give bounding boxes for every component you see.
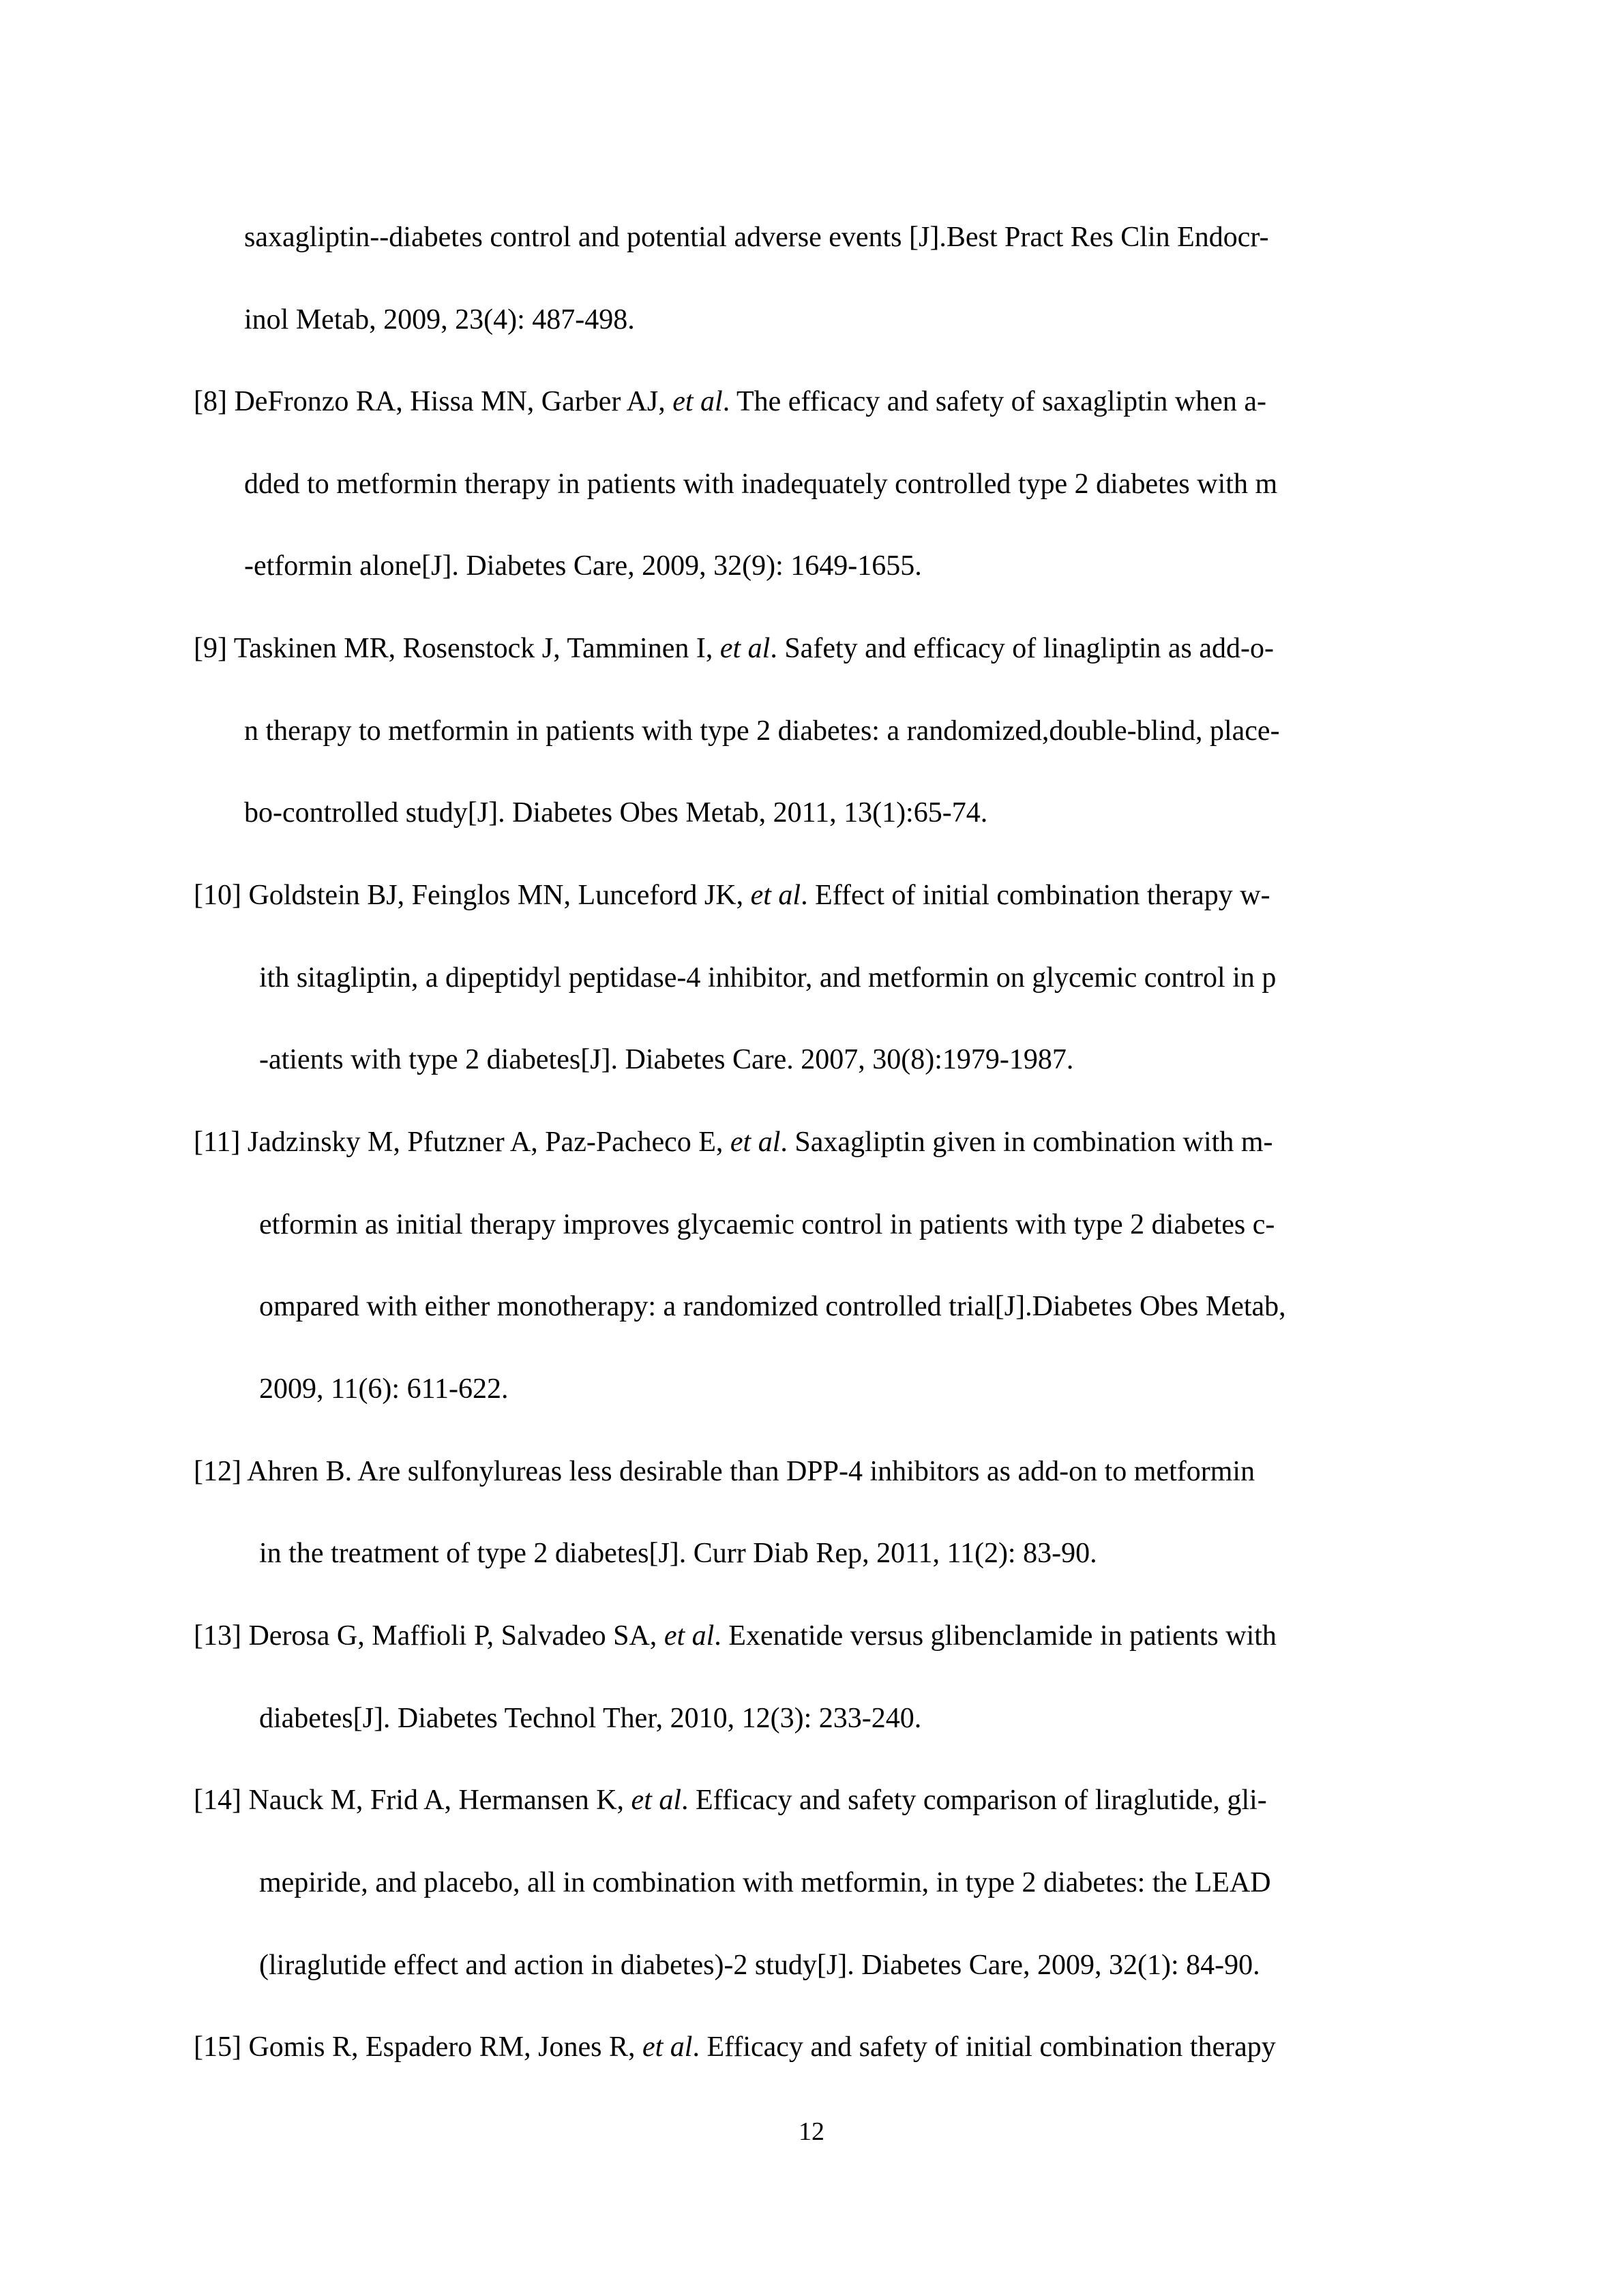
reference-text: . Exenatide versus glibenclamide in patients with <box>714 1620 1277 1652</box>
et-al-italic: et al <box>664 1620 715 1652</box>
reference-text: n therapy to metformin in patients with type 2 diabetes: a randomized,double-blind, place- <box>244 715 1280 747</box>
et-al-italic: et al <box>750 880 801 911</box>
reference-text: mepiride, and placebo, all in combination with metformin, in type 2 diabetes: the LEAD <box>259 1867 1271 1898</box>
reference-line <box>194 1783 1267 1818</box>
et-al-italic: et al <box>719 633 771 664</box>
reference-text: diabetes[J]. Diabetes Technol Ther, 2010, 12(3): 233-240. <box>259 1703 922 1734</box>
reference-line <box>194 1618 1277 1654</box>
reference-text: [15] Gomis R, Espadero RM, Jones R, <box>194 2031 642 2063</box>
reference-line <box>244 548 922 584</box>
reference-text: [8] DeFronzo RA, Hissa MN, Garber AJ, <box>194 386 673 417</box>
reference-text: ith sitagliptin, a dipeptidyl peptidase-4 inhibitor, and metformin on glycemic control in p <box>259 962 1277 994</box>
et-al-italic: et al <box>730 1127 781 1158</box>
reference-line <box>194 1454 1255 1489</box>
reference-text: in the treatment of type 2 diabetes[J]. Curr Diab Rep, 2011, 11(2): 83-90. <box>259 1538 1097 1569</box>
reference-text: [10] Goldstein BJ, Feinglos MN, Lunceford JK, <box>194 880 751 911</box>
reference-line <box>244 220 1269 255</box>
reference-text: [14] Nauck M, Frid A, Hermansen K, <box>194 1785 631 1816</box>
reference-line <box>244 466 1277 502</box>
reference-text: etformin as initial therapy improves glycaemic control in patients with type 2 diabetes c- <box>259 1209 1275 1240</box>
reference-line <box>244 795 987 831</box>
reference-text: 2009, 11(6): 611-622. <box>259 1373 509 1405</box>
reference-text: bo-controlled study[J]. Diabetes Obes Metab, 2011, 13(1):65-74. <box>244 797 988 829</box>
reference-line <box>259 1371 509 1407</box>
reference-text: dded to metformin therapy in patients with inadequately controlled type 2 diabetes with m <box>244 468 1278 500</box>
reference-text: -atients with type 2 diabetes[J]. Diabetes Care. 2007, 30(8):1979-1987. <box>259 1044 1074 1075</box>
reference-text: ompared with either monotherapy: a randomized controlled trial[J].Diabetes Obes Metab, <box>259 1291 1286 1322</box>
reference-text: [12] Ahren B. Are sulfonylureas less desirable than DPP-4 inhibitors as add-on to metformin <box>194 1456 1255 1487</box>
reference-text: [9] Taskinen MR, Rosenstock J, Tamminen I, <box>194 633 720 664</box>
reference-text: (liraglutide effect and action in diabetes)-2 study[J]. Diabetes Care, 2009, 32(1): 84-90. <box>259 1950 1260 1981</box>
reference-text: -etformin alone[J]. Diabetes Care, 2009, 32(9): 1649-1655. <box>244 550 922 582</box>
reference-line <box>194 878 1270 913</box>
reference-line <box>194 1124 1272 1160</box>
reference-line <box>259 960 1276 996</box>
reference-line <box>259 1865 1271 1900</box>
reference-text: . Efficacy and safety of initial combination therapy <box>692 2031 1276 2063</box>
reference-text: inol Metab, 2009, 23(4): 487-498. <box>244 304 635 336</box>
reference-line <box>259 1289 1286 1324</box>
reference-line <box>194 631 1274 666</box>
reference-text: . The efficacy and safety of saxagliptin when a- <box>722 386 1267 417</box>
reference-text: saxagliptin--diabetes control and potential adverse events [J].Best Pract Res Clin Endocr- <box>244 222 1269 253</box>
reference-line <box>259 1536 1097 1571</box>
reference-line <box>194 384 1266 419</box>
reference-line <box>194 2029 1276 2065</box>
reference-text: . Safety and efficacy of linagliptin as add-o- <box>770 633 1274 664</box>
reference-line <box>259 1701 921 1736</box>
page-number: 12 <box>799 2117 824 2146</box>
reference-text: . Efficacy and safety comparison of liraglutide, gli- <box>681 1785 1267 1816</box>
reference-line <box>259 1948 1260 1983</box>
reference-text: . Effect of initial combination therapy w- <box>801 880 1270 911</box>
reference-text: [11] Jadzinsky M, Pfutzner A, Paz-Pacheco E, <box>194 1127 730 1158</box>
reference-text: [13] Derosa G, Maffioli P, Salvadeo SA, <box>194 1620 664 1652</box>
et-al-italic: et al <box>631 1785 682 1816</box>
reference-line <box>259 1042 1073 1077</box>
reference-line <box>244 302 635 338</box>
reference-line <box>244 713 1280 749</box>
reference-line <box>259 1207 1275 1242</box>
reference-text: . Saxagliptin given in combination with m- <box>780 1127 1273 1158</box>
et-al-italic: et al <box>672 386 723 417</box>
et-al-italic: et al <box>642 2031 693 2063</box>
